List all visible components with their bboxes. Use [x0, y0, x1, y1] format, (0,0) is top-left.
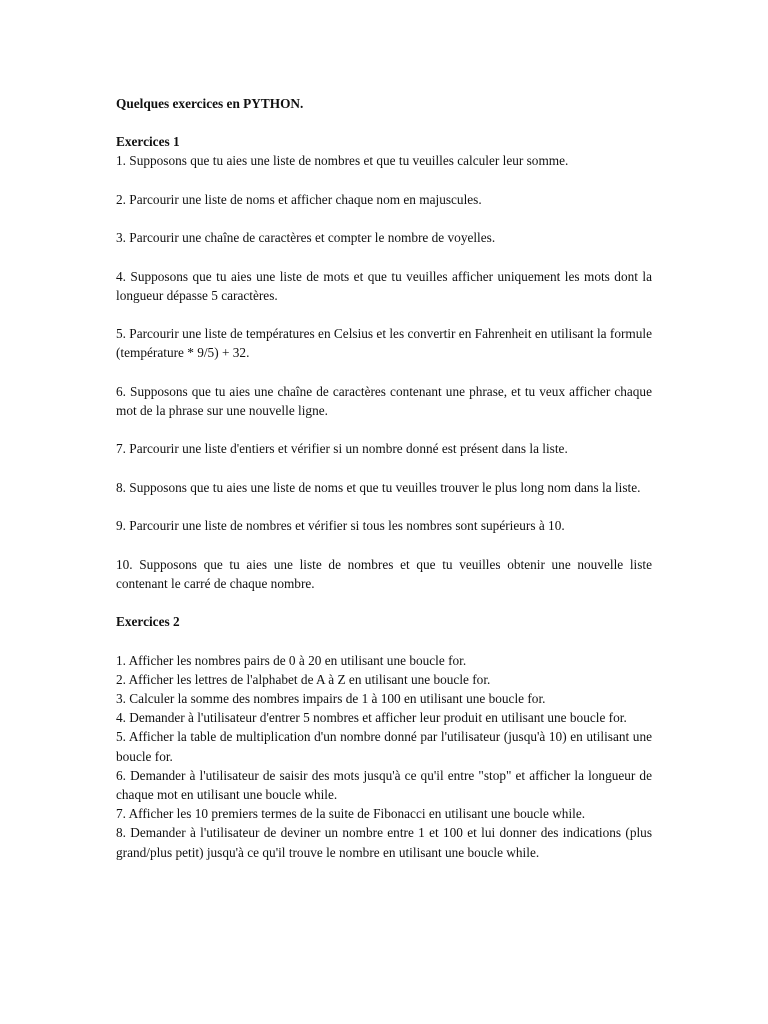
section-heading: Exercices 2 — [116, 614, 180, 630]
document-title: Quelques exercices en PYTHON. — [116, 96, 304, 111]
exercise-item: 6. Supposons que tu aies une chaîne de caractères contenant une phrase, et tu veux afficher chaque mot de la phrase sur une nouvelle ligne. — [116, 383, 652, 418]
document-page — [116, 94, 652, 862]
exercise-item: 2. Parcourir une liste de noms et afficher chaque nom en majuscules. — [116, 191, 482, 207]
exercise-item: 6. Demander à l'utilisateur de saisir des mots jusqu'à ce qu'il entre "stop" et afficher la longueur de chaque mot en utilisant une boucle while. — [116, 767, 652, 802]
exercise-item: 4. Demander à l'utilisateur d'entrer 5 nombres et afficher leur produit en utilisant une boucle for. — [116, 710, 627, 726]
exercise-item: 8. Supposons que tu aies une liste de noms et que tu veuilles trouver le plus long nom dans la liste. — [116, 479, 641, 495]
exercise-item: 7. Afficher les 10 premiers termes de la suite de Fibonacci en utilisant une boucle while. — [116, 806, 586, 822]
section-exercices-1 — [116, 132, 652, 593]
exercise-item: 10. Supposons que tu aies une liste de nombres et que tu veuilles obtenir une nouvelle liste contenant le carré de chaque nombre. — [116, 556, 652, 591]
section-heading: Exercices 1 — [116, 134, 180, 150]
exercise-item: 5. Parcourir une liste de températures en Celsius et les convertir en Fahrenheit en utilisant la formule (température * 9/5) + 32. — [116, 326, 652, 361]
exercise-item: 1. Afficher les nombres pairs de 0 à 20 en utilisant une boucle for. — [116, 652, 467, 668]
exercise-item: 4. Supposons que tu aies une liste de mots et que tu veuilles afficher uniquement les mots dont la longueur dépasse 5 caractères. — [116, 268, 652, 303]
exercise-item: 8. Demander à l'utilisateur de deviner un nombre entre 1 et 100 et lui donner des indications (plus grand/plus petit) jusqu'à ce qu'il trouve le nombre en utilisant une boucle while. — [116, 825, 652, 860]
exercise-item: 3. Calculer la somme des nombres impairs de 1 à 100 en utilisant une boucle for. — [116, 690, 546, 706]
exercise-item: 2. Afficher les lettres de l'alphabet de A à Z en utilisant une boucle for. — [116, 671, 491, 687]
exercise-item: 3. Parcourir une chaîne de caractères et compter le nombre de voyelles. — [116, 230, 496, 246]
exercise-item: 9. Parcourir une liste de nombres et vérifier si tous les nombres sont supérieurs à 10. — [116, 518, 565, 534]
exercise-item: 1. Supposons que tu aies une liste de nombres et que tu veuilles calculer leur somme. — [116, 153, 569, 169]
section-exercices-2 — [116, 612, 652, 862]
exercise-item: 7. Parcourir une liste d'entiers et vérifier si un nombre donné est présent dans la liste. — [116, 441, 568, 457]
exercise-item: 5. Afficher la table de multiplication d'un nombre donné par l'utilisateur (jusqu'à 10) en utilisant une boucle for. — [116, 729, 652, 764]
